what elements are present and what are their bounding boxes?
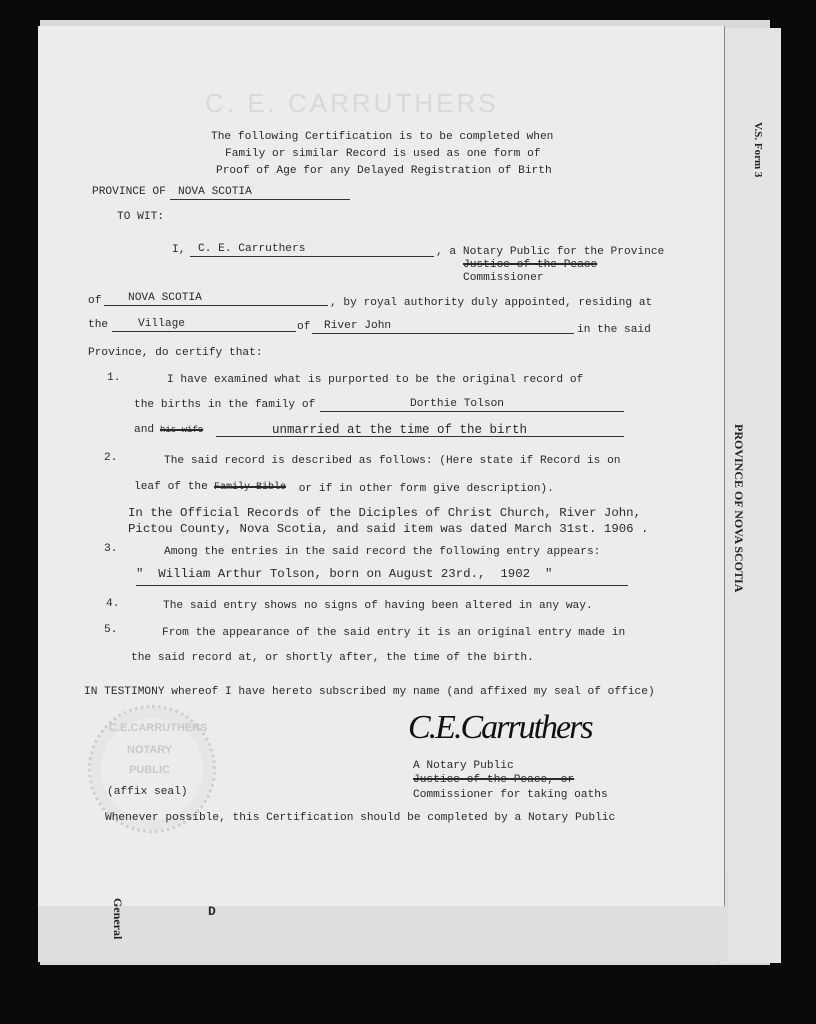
struck-family-bible: Family Bible bbox=[214, 482, 287, 493]
affix-seal-label: (affix seal) bbox=[107, 786, 188, 798]
header-line-3: Proof of Age for any Delayed Registration of Birth bbox=[216, 165, 552, 177]
item-4-text: The said entry shows no signs of having been altered in any way. bbox=[163, 600, 593, 612]
signature-title-1: A Notary Public bbox=[413, 760, 514, 772]
province-label: PROVINCE OF bbox=[92, 186, 166, 198]
item-3-number: 3. bbox=[104, 543, 118, 555]
to-wit: TO WIT: bbox=[117, 211, 164, 223]
marital-status-field: unmarried at the time of the birth bbox=[216, 423, 624, 437]
certify-text: Province, do certify that: bbox=[88, 347, 263, 359]
commissioner-label: Commissioner bbox=[463, 272, 544, 284]
seal-middle-text: NOTARY bbox=[127, 744, 173, 756]
of-label: of bbox=[88, 295, 102, 307]
appointment-text: , by royal authority duly appointed, residing at bbox=[330, 297, 653, 309]
notary-prefix: I, bbox=[172, 244, 186, 256]
the-label: the bbox=[88, 319, 109, 331]
struck-justice-of-peace: Justice of the Peace bbox=[463, 259, 598, 271]
record-description-2: Pictou County, Nova Scotia, and said item was dated March 31st. 1906 . bbox=[128, 522, 649, 536]
header-line-1: The following Certification is to be completed when bbox=[211, 131, 554, 143]
bottom-letter: D bbox=[208, 904, 216, 919]
item-5-number: 5. bbox=[104, 624, 118, 636]
place-type-field: Village bbox=[112, 318, 296, 332]
struck-his-wife: his wife bbox=[160, 425, 204, 435]
record-description-1: In the Official Records of the Diciples of Christ Church, River John, bbox=[128, 506, 642, 520]
header-line-2: Family or similar Record is used as one form of bbox=[225, 148, 541, 160]
testimony-text: IN TESTIMONY whereof I have hereto subscribed my name (and affixed my seal of office) bbox=[84, 686, 655, 698]
signature-title-3: Commissioner for taking oaths bbox=[413, 789, 608, 801]
item-3-text: Among the entries in the said record the following entry appears: bbox=[164, 546, 601, 558]
item-2-description-label: or if in other form give description). bbox=[292, 483, 554, 495]
place-field: River John bbox=[312, 320, 574, 334]
item-1-number: 1. bbox=[107, 372, 121, 384]
family-name-field: Dorthie Tolson bbox=[320, 398, 624, 412]
side-sheet bbox=[718, 28, 781, 963]
item-2-text: The said record is described as follows: (Here state if Record is on bbox=[164, 455, 621, 467]
signature-title-struck: Justice of the Peace, or bbox=[413, 774, 575, 786]
province-field: NOVA SCOTIA bbox=[170, 186, 350, 200]
item-4-number: 4. bbox=[106, 598, 120, 610]
of-province-field: NOVA SCOTIA bbox=[104, 292, 328, 306]
ghost-letterhead: C. E. CARRUTHERS bbox=[205, 88, 499, 118]
in-the-said: in the said bbox=[577, 324, 651, 336]
notary-name-field: C. E. Carruthers bbox=[190, 243, 434, 257]
seal-bottom-text: PUBLIC bbox=[129, 764, 170, 776]
item-2-number: 2. bbox=[104, 452, 118, 464]
notary-title: , a Notary Public for the Province bbox=[436, 246, 665, 258]
and-label: and bbox=[134, 424, 155, 436]
footer-note: Whenever possible, this Certification should be completed by a Notary Public bbox=[105, 812, 616, 824]
notary-signature: C.E.Carruthers bbox=[408, 709, 592, 746]
item-5-text: From the appearance of the said entry it is an original entry made in bbox=[162, 627, 626, 639]
general-label: General bbox=[111, 898, 125, 940]
item-1-text: I have examined what is purported to be the original record of bbox=[167, 374, 584, 386]
item-2-leaf-label: leaf of the bbox=[134, 481, 208, 493]
item-1-family-label: the births in the family of bbox=[134, 399, 316, 411]
of-label-2: of bbox=[297, 321, 311, 333]
item-5-text-2: the said record at, or shortly after, the time of the birth. bbox=[131, 652, 534, 664]
seal-top-text: C.E.CARRUTHERS bbox=[109, 722, 208, 734]
form-number: V.S. Form 3 bbox=[752, 122, 764, 178]
side-province-label: PROVINCE OF NOVA SCOTIA bbox=[732, 424, 746, 593]
birth-entry-field: " William Arthur Tolson, born on August 23rd., 1902 " bbox=[136, 567, 628, 586]
